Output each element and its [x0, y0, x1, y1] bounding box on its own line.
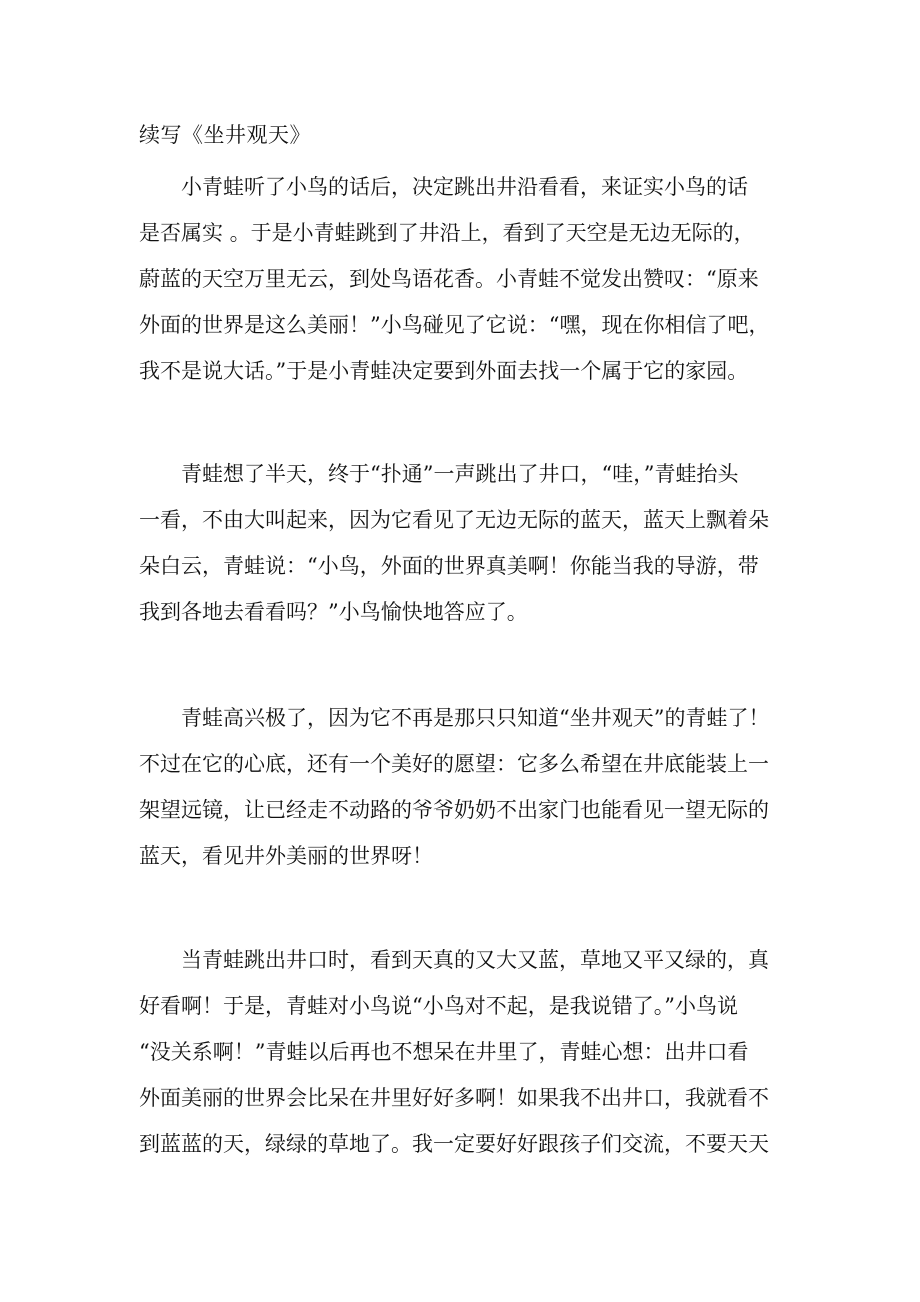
paragraph-line: 我到各地去看看吗？”小鸟愉快地答应了。 [139, 600, 528, 624]
paragraph-2 [139, 451, 799, 635]
paragraph-line: 不过在它的心底，还有一个美好的愿望：它多么希望在井底能装上一 [139, 752, 769, 776]
paragraph-line: 蓝天，看见井外美丽的世界呀！ [139, 844, 433, 868]
paragraph-line: “没关系啊！”青蛙以后再也不想呆在井里了，青蛙心想：出井口看 [139, 1040, 749, 1064]
paragraph-line: 架望远镜，让已经走不动路的爷爷奶奶不出家门也能看见一望无际的 [139, 798, 769, 822]
paragraph-line: 外面美丽的世界会比呆在井里好好多啊！如果我不出井口，我就看不 [139, 1086, 769, 1110]
paragraph-line: 好看啊！于是，青蛙对小鸟说“小鸟对不起，是我说错了。”小鸟说 [139, 994, 738, 1018]
paragraph-line: 当青蛙跳出井口时，看到天真的又大又蓝，草地又平又绿的，真 [139, 948, 769, 972]
paragraph-4 [139, 937, 799, 1167]
paragraph-line: 一看，不由大叫起来，因为它看见了无边无际的蓝天，蓝天上飘着朵 [139, 508, 769, 532]
paragraph-line: 我不是说大话。”于是小青蛙决定要到外面去找一个属于它的家园。 [139, 359, 749, 383]
paragraph-line: 青蛙想了半天，终于“扑通”一声跳出了井口，“哇，”青蛙抬头 [139, 462, 739, 486]
paragraph-3 [139, 695, 799, 879]
paragraph-line: 青蛙高兴极了，因为它不再是那只只知道“坐井观天”的青蛙了！ [139, 706, 770, 730]
paragraph-line: 外面的世界是这么美丽！”小鸟碰见了它说：“嘿，现在你相信了吧， [139, 313, 770, 337]
paragraph-line: 是否属实 。于是小青蛙跳到了井沿上，看到了天空是无边无际的， [139, 221, 755, 245]
document-title: 续写《坐井观天》 [139, 123, 311, 147]
paragraph-line: 小青蛙听了小鸟的话后，决定跳出井沿看看，来证实小鸟的话 [139, 175, 748, 199]
paragraph-line: 到蓝蓝的天，绿绿的草地了。我一定要好好跟孩子们交流，不要天天 [139, 1132, 769, 1156]
paragraph-line: 蔚蓝的天空万里无云，到处鸟语花香。小青蛙不觉发出赞叹：“原来 [139, 267, 759, 291]
paragraph-1 [139, 164, 799, 394]
paragraph-line: 朵白云，青蛙说：“小鸟，外面的世界真美啊！你能当我的导游，带 [139, 554, 759, 578]
